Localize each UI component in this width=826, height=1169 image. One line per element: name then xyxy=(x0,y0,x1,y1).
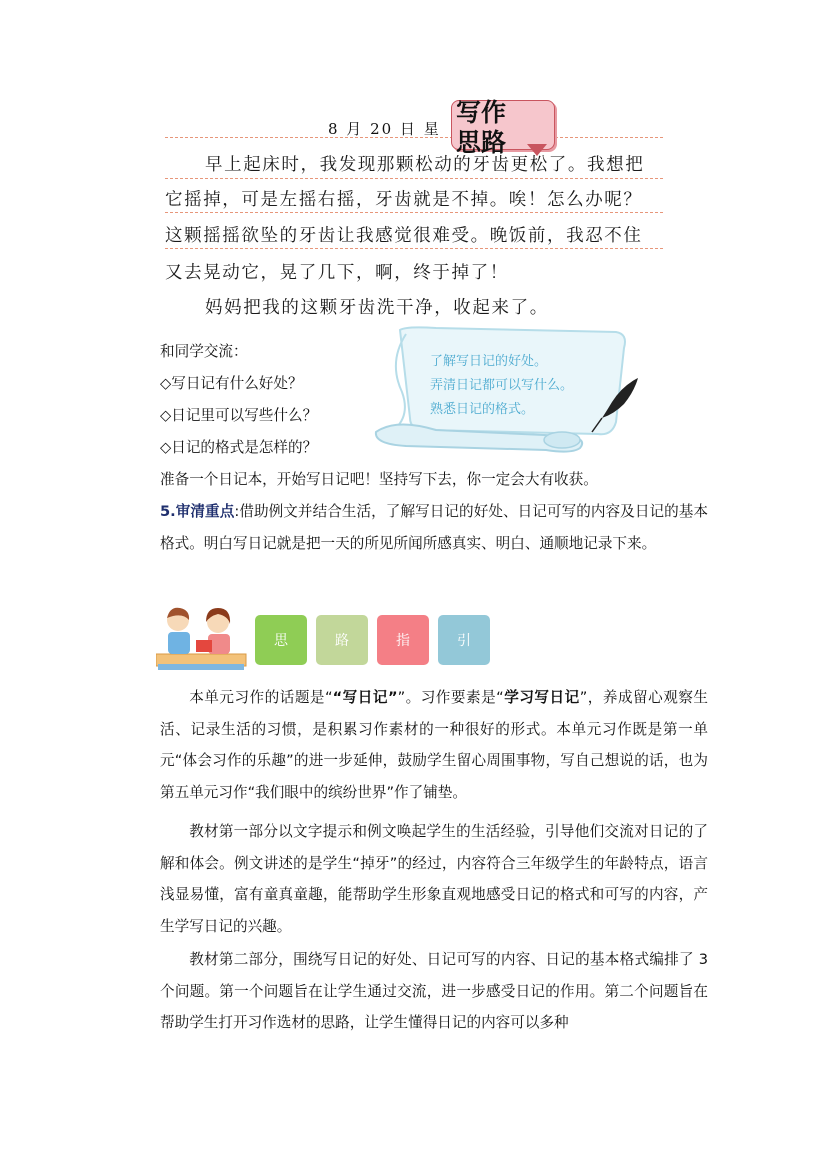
paragraph-topic-a: 本单元习作的话题是“ xyxy=(189,689,333,706)
focus-text: :借助例文并结合生活，了解写日记的好处、日记可写的内容及日记的基本格式。明白写日记就是把一天的所见所闻所感真实、明白、通顺地记录下来。 xyxy=(160,503,709,552)
scroll-note: 了解写日记的好处。 xyxy=(430,354,548,369)
badge-label xyxy=(456,98,506,158)
focus-label: 5.审清重点 xyxy=(160,503,235,520)
exchange-question: ◇写日记有什么好处？ xyxy=(160,375,303,392)
badge-label-line-1: 写作 xyxy=(456,98,507,127)
focus-paragraph xyxy=(160,496,708,559)
diary-rule xyxy=(165,178,663,179)
scroll-note: 熟悉日记的格式。 xyxy=(430,402,535,417)
guide-tile-si: 思 xyxy=(255,615,307,665)
exchange-question: ◇日记的格式是怎样的？ xyxy=(160,439,318,456)
diary-line-4: 又去晃动它，晃了几下，啊，终于掉了！ xyxy=(165,263,509,283)
paragraph-part-two: 教材第二部分，围绕写日记的好处、日记可写的内容、日记的基本格式编排了 3 个问题。第一个问题旨在让学生通过交流，进一步感受日记的作用。第二个问题旨在帮助学生打开习作选材的思路，让学生懂得日记的内容可以多种 xyxy=(160,951,708,1031)
guide-tile-yin: 引 xyxy=(438,615,490,665)
scroll-note: 弄清日记都可以写什么。 xyxy=(430,378,574,393)
exchange-heading: 和同学交流： xyxy=(160,343,248,360)
diary-rule xyxy=(165,137,663,138)
diary-line-1: 早上起床时，我发现那颗松动的牙齿更松了。我想把 xyxy=(205,155,645,175)
diary-line-5: 妈妈把我的这颗牙齿洗干净，收起来了。 xyxy=(205,298,549,318)
badge-label-line-2: 思路 xyxy=(456,128,507,157)
paragraph-topic-d: 学习写日记 xyxy=(503,689,580,706)
diary-rule xyxy=(165,248,663,249)
paragraph-topic-e: ”，养成留心观察生活、记录生活的习惯，是积累习作素材的一种很好的形式。本单元习作既是第一单元“体会习作的乐趣”的进一步延伸，鼓励学生留心周围事物，写自己想说的话，也为第五单元习作“我们眼中的缤纷世界”作了铺垫。 xyxy=(160,689,709,801)
paragraph-part-one: 教材第一部分以文字提示和例文唤起学生的生活经验，引导他们交流对日记的了解和体会。例文讲述的是学生“掉牙”的经过，内容符合三年级学生的年龄特点，语言浅显易懂，富有童真童趣，能帮助学生形象直观地感受日记的格式和可写的内容，产生学写日记的兴趣。 xyxy=(160,823,708,935)
exchange-closing: 准备一个日记本，开始写日记吧！坚持写下去，你一定会大有收获。 xyxy=(160,471,598,488)
students-reading-illustration xyxy=(156,604,248,670)
diary-rule xyxy=(165,212,663,213)
exchange-question: ◇日记里可以写些什么？ xyxy=(160,407,318,424)
paragraph-topic-c: ”。习作要素是“ xyxy=(397,689,504,706)
diary-date: 8 月 20 日 星 xyxy=(328,120,441,138)
diary-line-3: 这颗摇摇欲坠的牙齿让我感觉很难受。晚饭前，我忍不住 xyxy=(165,226,643,246)
guide-tile-zhi: 指 xyxy=(377,615,429,665)
badge-tail xyxy=(527,144,547,156)
diary-line-2: 它摇掉，可是左摇右摇，牙齿就是不掉。唉！怎么办呢？ xyxy=(165,190,643,210)
guide-tile-lu: 路 xyxy=(316,615,368,665)
paragraph-topic-b: “写日记” xyxy=(332,689,398,706)
paragraph-topic xyxy=(160,682,708,808)
